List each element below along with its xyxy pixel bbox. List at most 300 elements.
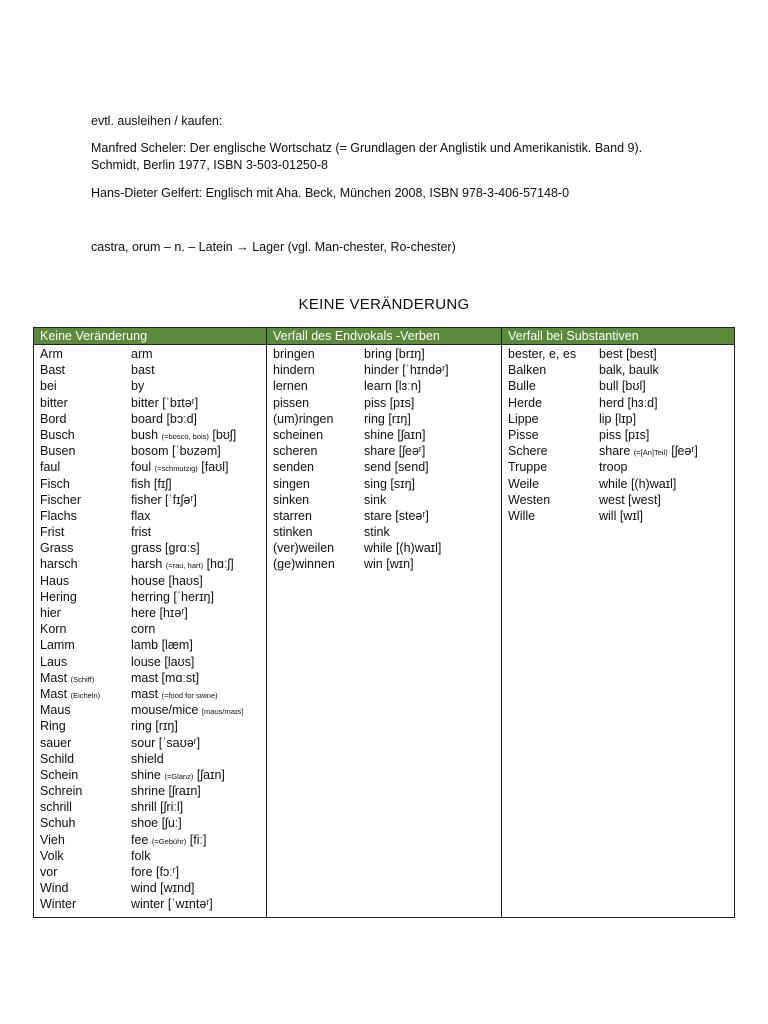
- english-word-cell: [131, 654, 266, 670]
- german-word: bringen: [273, 347, 315, 361]
- english-word-cell: [131, 378, 266, 394]
- vocab-row: [267, 443, 501, 459]
- german-word-cell: [34, 395, 131, 411]
- vocab-row: [502, 443, 734, 459]
- english-word: piss [pɪs]: [599, 427, 650, 442]
- english-word: lamb [læm]: [131, 638, 193, 653]
- german-word: bester, e, es: [508, 347, 577, 361]
- english-word: folk: [131, 848, 151, 863]
- vocab-row: [267, 524, 501, 540]
- english-word-cell: [364, 508, 501, 524]
- german-word: scheinen: [273, 427, 324, 442]
- german-word-cell: [267, 427, 364, 443]
- english-word-note: (=schmutzig): [154, 464, 198, 474]
- english-word: fisher [ˈfɪʃəʳ]: [131, 492, 197, 507]
- english-word: while [(h)waɪl]: [599, 476, 677, 491]
- english-word: shrill [ʃriːl]: [131, 800, 184, 815]
- vocab-row: [502, 362, 734, 378]
- english-word: board [bɔːd]: [131, 411, 198, 426]
- german-word: Arm: [40, 347, 63, 361]
- english-word: flax: [131, 508, 151, 523]
- german-word: Grass: [40, 541, 74, 556]
- german-word: Bast: [40, 363, 66, 378]
- english-pronunciation: [bʊʃ]: [212, 427, 237, 442]
- german-word: Wind: [40, 881, 69, 896]
- english-word: piss [pɪs]: [364, 395, 415, 410]
- english-word-cell: [599, 346, 734, 362]
- german-word: sauer: [40, 735, 72, 750]
- german-word: harsch: [40, 557, 78, 572]
- german-word: Frist: [40, 525, 65, 540]
- english-word-note: (=[An]Teil): [633, 448, 668, 458]
- german-word: Weile: [508, 476, 540, 491]
- vocab-row: [267, 540, 501, 556]
- english-word: louse [laʊs]: [131, 654, 195, 669]
- german-word: Hering: [40, 589, 77, 604]
- german-word-cell: [34, 411, 131, 427]
- german-word-cell: [34, 896, 131, 912]
- vocab-row: [34, 459, 266, 475]
- german-word: Haus: [40, 573, 70, 588]
- german-word: Winter: [40, 897, 77, 912]
- german-word-cell: [267, 443, 364, 459]
- english-word: stare [steəʳ]: [364, 508, 429, 523]
- english-word: house [haʊs]: [131, 573, 203, 588]
- vocab-row: [502, 378, 734, 394]
- english-word: hinder [ˈhɪndəʳ]: [364, 363, 449, 378]
- english-word-cell: [131, 459, 266, 475]
- german-word-cell: [34, 476, 131, 492]
- vocab-row: [34, 880, 266, 896]
- english-word-cell: [599, 378, 734, 394]
- vocab-row: [34, 896, 266, 912]
- vocab-row: [34, 427, 266, 443]
- english-word-cell: [599, 443, 734, 459]
- english-word-cell: [364, 346, 501, 362]
- vocab-row: [502, 346, 734, 362]
- german-word-cell: [267, 459, 364, 475]
- english-word-cell: [364, 378, 501, 394]
- vocab-row: [267, 362, 501, 378]
- german-word-cell: [34, 524, 131, 540]
- english-word-cell: [364, 411, 501, 427]
- german-word: pissen: [273, 395, 310, 410]
- english-word: harsh: [131, 557, 163, 572]
- english-word-cell: [131, 556, 266, 572]
- german-word-cell: [267, 378, 364, 394]
- vocab-row: [34, 395, 266, 411]
- vocab-row: [34, 799, 266, 815]
- english-word-cell: [131, 832, 266, 848]
- english-word-cell: [364, 443, 501, 459]
- english-word-cell: [364, 427, 501, 443]
- english-word: arm: [131, 347, 153, 361]
- english-word-cell: [364, 476, 501, 492]
- german-word: Mast: [40, 686, 68, 701]
- english-word-cell: [131, 427, 266, 443]
- vocab-row: [502, 395, 734, 411]
- english-word: ring [rɪŋ]: [364, 411, 411, 426]
- vocab-row: [34, 524, 266, 540]
- german-word: Westen: [508, 492, 551, 507]
- english-word-note: (=food for swine): [161, 690, 218, 700]
- english-word: by: [131, 379, 145, 394]
- english-word-cell: [131, 767, 266, 783]
- english-word: will [wɪl]: [599, 508, 644, 523]
- german-word-cell: [34, 556, 131, 572]
- vocab-row: [502, 508, 734, 524]
- vocab-row: [34, 702, 266, 718]
- english-word-cell: [364, 540, 501, 556]
- english-word: shield: [131, 751, 164, 766]
- vocab-row: [267, 476, 501, 492]
- english-word-cell: [131, 702, 266, 718]
- vocab-row: [267, 395, 501, 411]
- english-word-cell: [599, 508, 734, 524]
- german-word: Busen: [40, 444, 76, 459]
- german-word-cell: [34, 492, 131, 508]
- vocab-row: [34, 654, 266, 670]
- german-word: bei: [40, 379, 57, 394]
- english-word-cell: [131, 848, 266, 864]
- english-word-cell: [599, 476, 734, 492]
- german-word-cell: [502, 427, 599, 443]
- german-word: Bord: [40, 411, 67, 426]
- english-word: send [send]: [364, 460, 429, 475]
- english-word: troop: [599, 460, 628, 475]
- english-word-cell: [364, 556, 501, 572]
- vocabulary-table: [33, 327, 735, 918]
- english-word-cell: [364, 459, 501, 475]
- english-word-cell: [599, 427, 734, 443]
- english-word-cell: [131, 735, 266, 751]
- german-word-cell: [502, 411, 599, 427]
- german-word-cell: [267, 492, 364, 508]
- english-word: frist: [131, 525, 152, 540]
- german-word: Flachs: [40, 508, 77, 523]
- vocab-row: [34, 540, 266, 556]
- german-word: Wille: [508, 508, 536, 523]
- english-word-cell: [599, 492, 734, 508]
- vocab-row: [34, 492, 266, 508]
- vocab-row: [34, 670, 266, 686]
- english-pronunciation: [ʃeəʳ]: [671, 444, 698, 459]
- german-word-cell: [34, 751, 131, 767]
- vocab-row: [267, 556, 501, 572]
- english-word-note: [maʊs/maɪs]: [201, 707, 244, 717]
- german-word-note: (Schiff): [70, 674, 95, 684]
- german-word: senden: [273, 460, 315, 475]
- german-word-cell: [502, 395, 599, 411]
- vocab-row: [34, 815, 266, 831]
- german-word: faul: [40, 460, 61, 475]
- english-word-cell: [131, 362, 266, 378]
- english-word-note: (=bosco, bois): [161, 431, 209, 441]
- german-word: hindern: [273, 363, 315, 378]
- english-word: learn [lɜːn]: [364, 379, 422, 394]
- english-word: sing [sɪŋ]: [364, 476, 416, 491]
- german-word-cell: [34, 427, 131, 443]
- english-word-cell: [131, 686, 266, 702]
- german-word: starren: [273, 508, 312, 523]
- german-word: Volk: [40, 848, 64, 863]
- german-word-cell: [267, 411, 364, 427]
- vocab-row: [502, 459, 734, 475]
- english-word: shine: [131, 767, 161, 782]
- vocab-row: [34, 589, 266, 605]
- german-word: Vieh: [40, 832, 65, 847]
- english-word: win [wɪn]: [364, 557, 414, 572]
- german-word: Schrein: [40, 784, 83, 799]
- english-word: herring [ˈherɪŋ]: [131, 589, 214, 604]
- english-word-cell: [131, 799, 266, 815]
- german-word-cell: [34, 670, 131, 686]
- column-nouns: [502, 345, 735, 918]
- english-word-cell: [131, 751, 266, 767]
- column-header-nouns: Verfall bei Substantiven: [502, 328, 735, 345]
- page-title: KEINE VERÄNDERUNG: [298, 296, 470, 313]
- german-word-cell: [34, 848, 131, 864]
- vocab-row: [34, 573, 266, 589]
- german-word: Schere: [508, 444, 548, 459]
- german-word-cell: [267, 395, 364, 411]
- header-line-scheler: Manfred Scheler: Der englische Wortschatz (= Grundlagen der Anglistik und Amerikanistik. Band 9).: [91, 141, 643, 155]
- german-word: vor: [40, 865, 58, 879]
- english-word: fee: [131, 832, 149, 847]
- vocab-row: [34, 832, 266, 848]
- german-word-note: (Eicheln): [70, 690, 101, 700]
- header-line-gelfert: Hans-Dieter Gelfert: Englisch mit Aha. Beck, München 2008, ISBN 978-3-406-57148-0: [91, 186, 570, 200]
- english-word-cell: [599, 362, 734, 378]
- german-word-cell: [267, 362, 364, 378]
- english-word: wind [wɪnd]: [131, 881, 195, 896]
- vocab-row: [34, 476, 266, 492]
- english-word: lip [lɪp]: [599, 411, 637, 426]
- german-word: Mast: [40, 670, 68, 685]
- english-word: balk, baulk: [599, 363, 659, 378]
- english-word-cell: [599, 395, 734, 411]
- english-word-cell: [131, 573, 266, 589]
- vocab-row: [267, 378, 501, 394]
- german-word: bitter: [40, 395, 68, 410]
- german-word: hier: [40, 606, 61, 620]
- vocab-row: [34, 783, 266, 799]
- english-word-note: (=Glanz): [164, 771, 194, 781]
- english-word-cell: [131, 880, 266, 896]
- english-word-cell: [131, 395, 266, 411]
- english-word: best [best]: [599, 347, 657, 361]
- german-word: sinken: [273, 492, 310, 507]
- german-word: Busch: [40, 427, 75, 442]
- column-header-verbs: Verfall des Endvokals -Verben: [267, 328, 502, 345]
- english-word-cell: [599, 411, 734, 427]
- english-word: mast [mɑːst]: [131, 670, 200, 685]
- header-line-borrow: evtl. ausleihen / kaufen:: [91, 114, 223, 128]
- english-word-cell: [364, 395, 501, 411]
- english-word-cell: [131, 605, 266, 621]
- german-word-cell: [502, 508, 599, 524]
- german-word-cell: [34, 621, 131, 637]
- german-word: Korn: [40, 622, 67, 637]
- vocab-row: [34, 346, 266, 362]
- vocab-row: [34, 686, 266, 702]
- german-word-cell: [267, 556, 364, 572]
- english-word: sour [ˈsaʊəʳ]: [131, 735, 201, 750]
- english-pronunciation: [fiː]: [189, 832, 207, 847]
- vocab-row: [267, 346, 501, 362]
- english-pronunciation: [hɑːʃ]: [206, 557, 234, 572]
- german-word-cell: [502, 346, 599, 362]
- english-word-cell: [599, 459, 734, 475]
- english-word-cell: [131, 492, 266, 508]
- german-word-cell: [34, 605, 131, 621]
- german-word: Schein: [40, 767, 79, 782]
- english-word: bring [brɪŋ]: [364, 347, 425, 361]
- english-word: west [west]: [599, 492, 661, 507]
- vocab-row: [34, 718, 266, 734]
- english-word: mouse/mice: [131, 703, 199, 718]
- english-word-cell: [131, 346, 266, 362]
- vocab-row: [34, 362, 266, 378]
- vocab-row: [34, 378, 266, 394]
- german-word-cell: [34, 508, 131, 524]
- english-word: winter [ˈwɪntəʳ]: [131, 897, 213, 912]
- english-word-note: (=Gebühr): [151, 836, 187, 846]
- german-word: Schild: [40, 751, 75, 766]
- german-word-cell: [34, 686, 131, 702]
- german-word-cell: [34, 443, 131, 459]
- vocab-row: [34, 508, 266, 524]
- german-word-cell: [502, 476, 599, 492]
- german-word: lernen: [273, 379, 308, 394]
- vocab-row: [34, 443, 266, 459]
- header-line-scheler-publisher: Schmidt, Berlin 1977, ISBN 3-503-01250-8: [91, 158, 328, 172]
- vocab-row: [34, 605, 266, 621]
- german-word-cell: [502, 443, 599, 459]
- english-word-note: (=rau, hart): [165, 561, 204, 571]
- english-word: shoe [ʃuː]: [131, 816, 182, 831]
- english-word-cell: [131, 411, 266, 427]
- german-word: (ge)winnen: [273, 557, 335, 572]
- german-word: singen: [273, 476, 310, 491]
- german-word-cell: [267, 346, 364, 362]
- english-word-cell: [131, 670, 266, 686]
- vocab-row: [34, 621, 266, 637]
- german-word-cell: [34, 832, 131, 848]
- english-word-cell: [131, 508, 266, 524]
- german-word-cell: [34, 573, 131, 589]
- english-word: sink: [364, 492, 387, 507]
- german-word: Schuh: [40, 816, 76, 831]
- german-word: Maus: [40, 703, 71, 718]
- german-word: (ver)weilen: [273, 541, 335, 556]
- german-word: Fisch: [40, 476, 70, 491]
- english-word: stink: [364, 525, 390, 540]
- german-word-cell: [34, 783, 131, 799]
- german-word-cell: [34, 589, 131, 605]
- english-word-cell: [131, 896, 266, 912]
- english-word-cell: [364, 362, 501, 378]
- english-word-cell: [131, 524, 266, 540]
- german-word-cell: [267, 508, 364, 524]
- german-word: schrill: [40, 800, 72, 815]
- english-word: foul: [131, 460, 152, 475]
- english-word: ring [rɪŋ]: [131, 719, 178, 734]
- german-word: Ring: [40, 719, 66, 734]
- english-word: while [(h)waɪl]: [364, 541, 442, 556]
- german-word-cell: [502, 459, 599, 475]
- english-word-cell: [131, 637, 266, 653]
- german-word-cell: [34, 459, 131, 475]
- german-word-cell: [34, 718, 131, 734]
- german-word: Bulle: [508, 379, 536, 394]
- vocab-row: [267, 459, 501, 475]
- vocab-row: [34, 848, 266, 864]
- german-word-cell: [34, 702, 131, 718]
- vocab-row: [267, 508, 501, 524]
- column-no-change: [34, 345, 267, 918]
- english-word-cell: [131, 783, 266, 799]
- german-word: Balken: [508, 363, 547, 378]
- vocab-row: [34, 735, 266, 751]
- german-word: Herde: [508, 395, 543, 410]
- german-word: Truppe: [508, 460, 548, 475]
- english-word-cell: [131, 864, 266, 880]
- vocab-row: [267, 492, 501, 508]
- vocab-row: [502, 411, 734, 427]
- german-word: Fischer: [40, 492, 81, 507]
- vocab-row: [502, 476, 734, 492]
- english-pronunciation: [ʃaɪn]: [196, 767, 225, 782]
- german-word-cell: [34, 540, 131, 556]
- english-word: share [ʃeəʳ]: [364, 444, 426, 459]
- german-word-cell: [34, 864, 131, 880]
- column-header-no-change: Keine Veränderung: [34, 328, 267, 345]
- german-word-cell: [34, 880, 131, 896]
- vocab-row: [267, 411, 501, 427]
- english-word: shine [ʃaɪn]: [364, 427, 426, 442]
- vocab-row: [34, 767, 266, 783]
- english-word: mast: [131, 686, 159, 701]
- german-word-cell: [267, 524, 364, 540]
- vocab-row: [34, 751, 266, 767]
- english-word-cell: [131, 621, 266, 637]
- german-word: (um)ringen: [273, 411, 334, 426]
- vocab-row: [34, 411, 266, 427]
- english-pronunciation: [faʊl]: [201, 460, 229, 475]
- german-word-cell: [502, 378, 599, 394]
- vocab-row: [34, 637, 266, 653]
- vocab-row: [502, 427, 734, 443]
- german-word-cell: [34, 767, 131, 783]
- header-line-castra: castra, orum – n. – Latein → Lager (vgl. Man-chester, Ro-chester): [91, 240, 456, 254]
- english-word-cell: [131, 443, 266, 459]
- german-word-cell: [34, 815, 131, 831]
- english-word: herd [hɜːd]: [599, 395, 658, 410]
- column-verbs: [267, 345, 502, 918]
- german-word: stinken: [273, 525, 313, 540]
- english-word: shrine [ʃraɪn]: [131, 784, 201, 799]
- english-word-cell: [131, 476, 266, 492]
- vocab-row: [267, 427, 501, 443]
- english-word-cell: [364, 492, 501, 508]
- german-word: Pisse: [508, 427, 539, 442]
- german-word-cell: [34, 654, 131, 670]
- german-word-cell: [502, 492, 599, 508]
- german-word-cell: [34, 637, 131, 653]
- german-word-cell: [267, 540, 364, 556]
- german-word-cell: [34, 346, 131, 362]
